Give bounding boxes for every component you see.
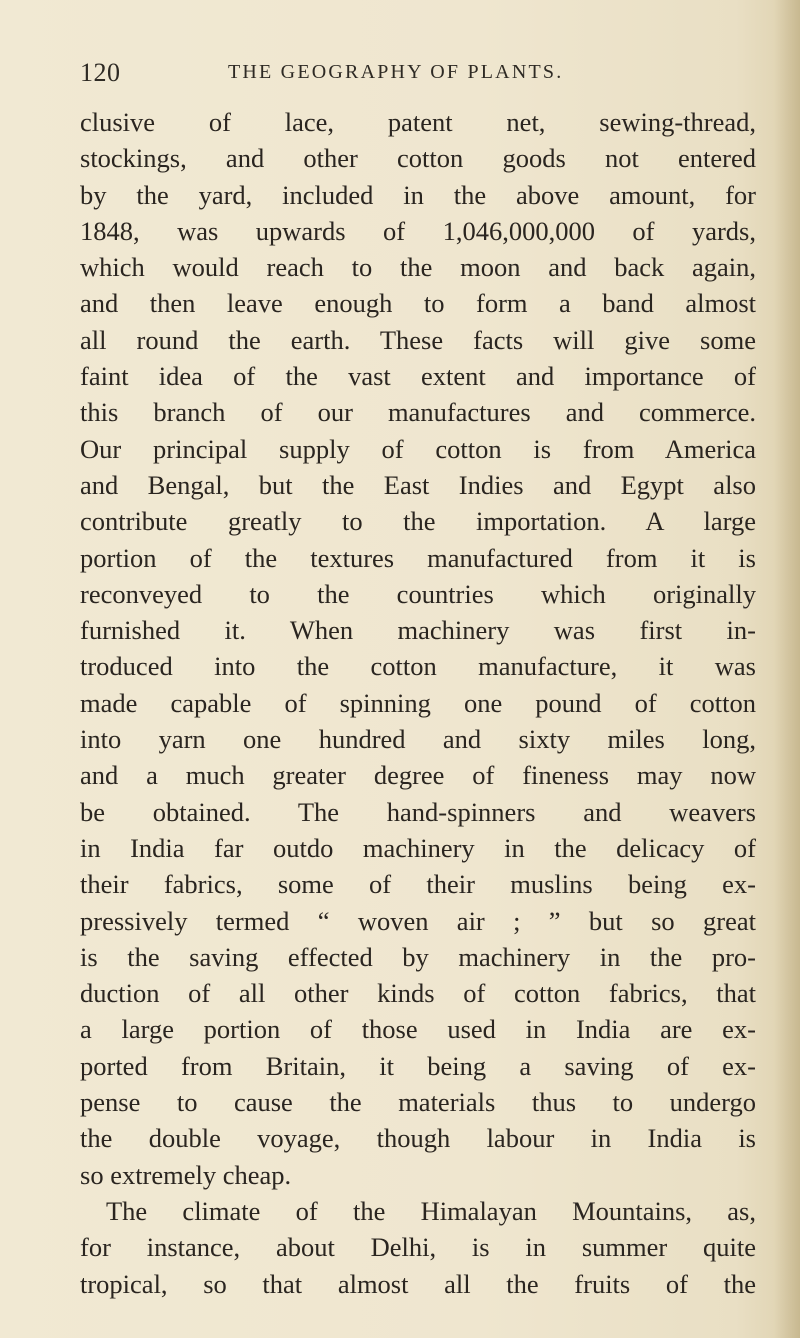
body-text <box>80 104 756 1302</box>
text-line: pressively termed “ woven air ; ” but so great <box>80 905 756 936</box>
text-line: contribute greatly to the importation. A large <box>80 506 756 537</box>
running-title: THE GEOGRAPHY OF PLANTS. <box>228 61 564 83</box>
text-line: Our principal supply of cotton is from America <box>80 433 756 464</box>
text-line: 1848, was upwards of 1,046,000,000 of yards, <box>80 215 756 246</box>
text-line: in India far outdo machinery in the delicacy of <box>80 832 756 863</box>
text-line: duction of all other kinds of cotton fabrics, that <box>80 978 756 1009</box>
text-line: faint idea of the vast extent and importance of <box>80 361 756 392</box>
text-line: pense to cause the materials thus to undergo <box>80 1087 756 1118</box>
text-line: reconveyed to the countries which originally <box>80 578 756 609</box>
text-line: by the yard, included in the above amount, for <box>80 179 756 210</box>
page-edge-shadow <box>774 0 800 1338</box>
text-line: into yarn one hundred and sixty miles long, <box>80 724 756 755</box>
text-line: all round the earth. These facts will give some <box>80 324 756 355</box>
text-line: and then leave enough to form a band almost <box>80 288 756 319</box>
text-line: ported from Britain, it being a saving of ex- <box>80 1050 756 1081</box>
text-line: be obtained. The hand-spinners and weavers <box>80 796 756 827</box>
page-header <box>80 58 740 92</box>
text-line: a large portion of those used in India are ex- <box>80 1014 756 1045</box>
text-line: clusive of lace, patent net, sewing-thread, <box>80 107 756 137</box>
text-line: and Bengal, but the East Indies and Egypt also <box>80 469 756 500</box>
text-line: portion of the textures manufactured from it is <box>80 542 756 573</box>
text-line: furnished it. When machinery was first in- <box>80 615 756 646</box>
text-line: this branch of our manufactures and commerce. <box>80 397 756 428</box>
text-line: and a much greater degree of fineness may now <box>80 760 756 791</box>
text-line: for instance, about Delhi, is in summer quite <box>80 1232 756 1263</box>
text-line: their fabrics, some of their muslins being ex- <box>80 869 756 900</box>
text-line: stockings, and other cotton goods not entered <box>80 143 756 174</box>
text-line: troduced into the cotton manufacture, it was <box>80 651 756 682</box>
paragraph-end-line: so extremely cheap. <box>80 1159 292 1190</box>
page-number: 120 <box>80 58 121 87</box>
text-line: is the saving effected by machinery in the pro- <box>80 941 756 972</box>
text-line: the double voyage, though labour in India is <box>80 1123 756 1154</box>
text-line: made capable of spinning one pound of cotton <box>80 687 756 718</box>
text-line: which would reach to the moon and back again, <box>80 252 756 283</box>
text-line: tropical, so that almost all the fruits of the <box>80 1268 756 1299</box>
paragraph-start-line: The climate of the Himalayan Mountains, as, <box>106 1195 756 1226</box>
